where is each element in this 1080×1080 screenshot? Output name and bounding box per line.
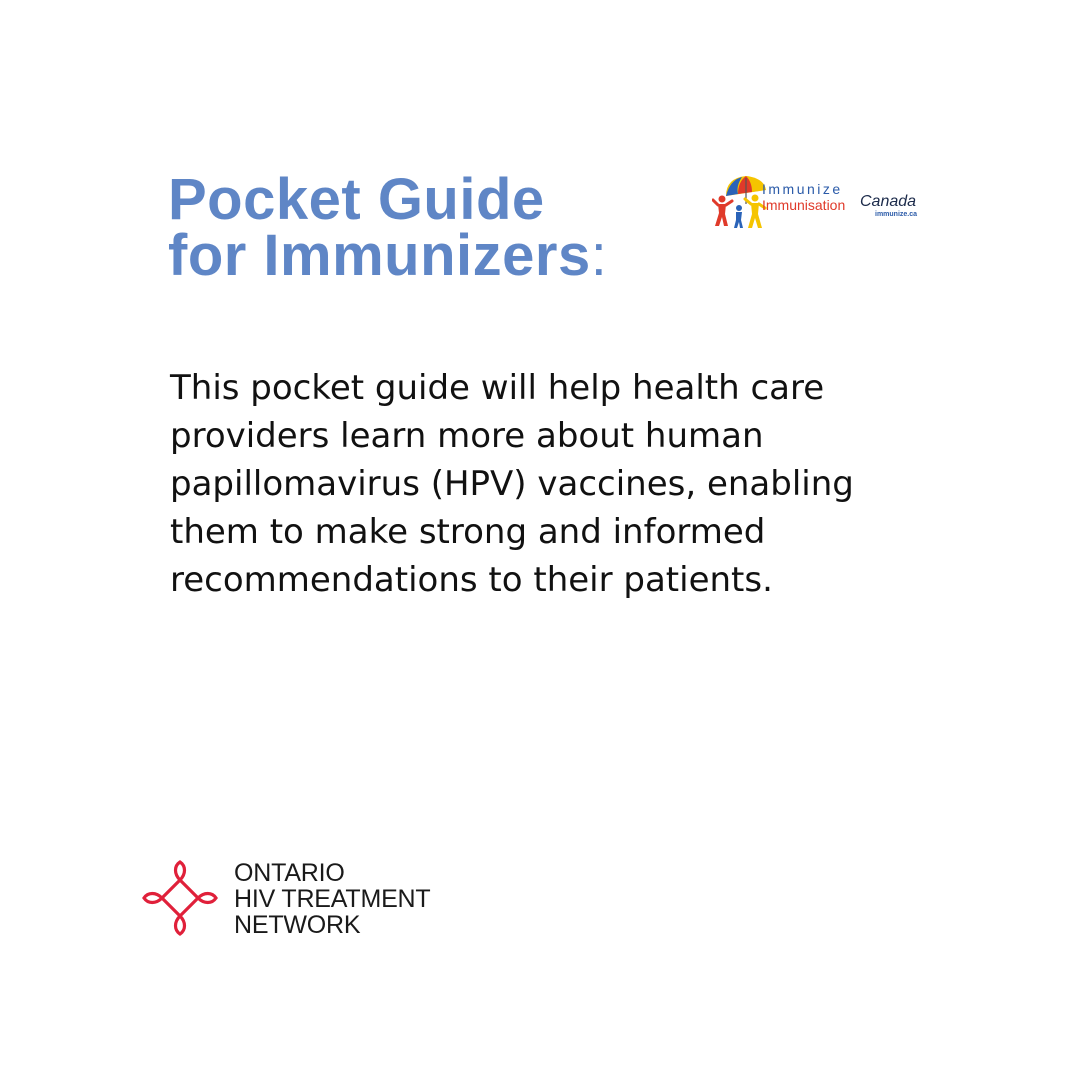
page-title xyxy=(168,167,608,288)
ohtn-knot-icon xyxy=(142,858,218,938)
title-line-2-text: for Immunizers xyxy=(168,223,591,288)
description-line: them to make strong and informed xyxy=(170,512,766,552)
immunize-text: Immunize xyxy=(762,181,843,197)
description-paragraph xyxy=(170,364,870,604)
title-line-1: Pocket Guide xyxy=(168,167,545,232)
ohtn-wordmark xyxy=(234,860,431,938)
description-line: This pocket guide will help health care xyxy=(170,368,825,408)
ohtn-logo xyxy=(142,858,462,942)
canada-text: Canada xyxy=(860,193,917,210)
title-line-2 xyxy=(168,223,608,288)
ohtn-line-network: NETWORK xyxy=(234,911,361,939)
ohtn-line-hiv-treatment: HIV TREATMENT xyxy=(234,885,431,913)
description-line: recommendations to their patients. xyxy=(170,560,773,600)
description-line: providers learn more about human xyxy=(170,416,764,456)
ohtn-line-ontario: ONTARIO xyxy=(234,859,345,887)
immunize-url: immunize.ca xyxy=(875,211,918,218)
immunize-canada-logo xyxy=(712,174,927,230)
immunisation-text: Immunisation xyxy=(762,197,846,213)
description-line: papillomavirus (HPV) vaccines, enabling xyxy=(170,464,854,504)
title-colon: : xyxy=(590,223,608,288)
